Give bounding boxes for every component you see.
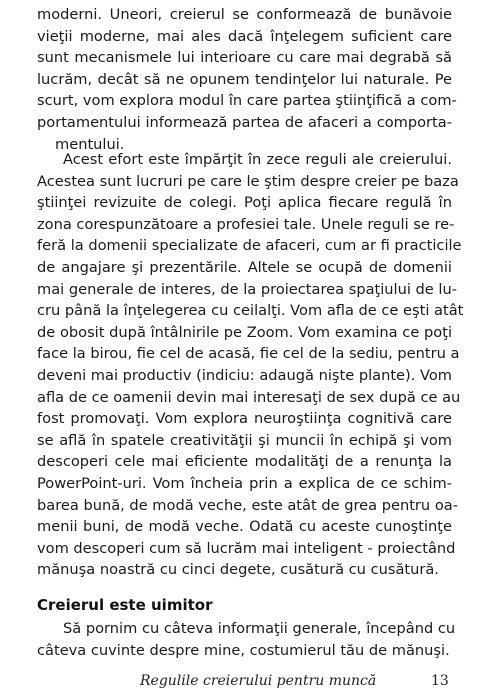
text-line: portamentului informează partea de afaceri a comporta- — [37, 113, 452, 131]
text-line: scurt, vom explora modul în care partea ştiinţifică a com- — [37, 92, 457, 110]
text-line: mănuşa noastră cu cinci degete, cusătură cu cusătură. — [37, 561, 439, 579]
text-line: feră la domenii specializate de afaceri, cum ar fi practicile — [37, 237, 462, 255]
page-number: 13 — [431, 673, 449, 689]
text-line: deveni mai productiv (indiciu: adaugă nişte plante). Vom — [37, 366, 452, 384]
text-line: sunt mecanismele lui interioare cu care mai degrabă să — [37, 49, 452, 67]
text-line: descoperi cele mai eficiente modalităţi de a renunţa la — [37, 453, 452, 471]
paragraph-ten-rules — [37, 149, 464, 581]
text-line: câteva cuvinte despre mine, costumierul tău de mănuşi. — [37, 641, 450, 659]
text-line: se află în spatele creativităţii şi muncii în echipă şi vom — [37, 431, 452, 449]
text-line: barea bună, de modă veche, este atât de grea pentru oa- — [37, 496, 458, 514]
text-line: ştiinţei revizuite de colegi. Poţi aplica fiecare regulă în — [37, 194, 452, 212]
text-line: PowerPoint-uri. Vom încheia prin a explica de ce schim- — [37, 474, 452, 492]
text-line: afla de ce oamenii devin mai interesaţi de sex după ce au — [37, 388, 461, 406]
text-line: fost promovaţi. Vom explora neuroştiinţa cognitivă care — [37, 410, 452, 428]
text-line: cru până la înţelegerea cu ceilalţi. Vom afla de ce eşti atât — [37, 302, 464, 320]
text-line: moderni. Uneori, creierul se conformează de bunăvoie — [37, 6, 452, 23]
text-line: zona corespunzătoare a profesiei tale. Unele reguli se re- — [37, 215, 455, 233]
paragraph-continued — [37, 4, 457, 155]
text-line: de obosit după întâlnirile pe Zoom. Vom examina ce poţi — [37, 323, 452, 341]
text-line: vom descoperi cum să lucrăm mai inteligent - proiectând — [37, 539, 456, 557]
text-line: vieţii moderne, mai ales dacă înţelegem suficient care — [37, 27, 452, 45]
text-line: lucrăm, decât să ne opunem tendinţelor lui naturale. Pe — [37, 70, 452, 88]
text-line: mentului. — [55, 135, 125, 153]
text-line: Acestea sunt lucruri pe care le ştim despre creier pe baza — [37, 172, 459, 190]
text-line: face la birou, fie cel de acasă, fie cel de la sediu, pentru a — [37, 345, 460, 363]
running-title: Regulile creierului pentru muncă — [140, 673, 377, 689]
section-heading: Creierul este uimitor — [37, 596, 213, 614]
text-line: mai generale de interes, de la proiectarea spaţiului de lu- — [37, 280, 457, 298]
text-line: menii buni, de modă veche. Odată cu aceste cunoştinţe — [37, 518, 452, 536]
text-line: de angajare şi prezentările. Altele se ocupă de domenii — [37, 258, 452, 276]
text-line: Să pornim cu câteva informaţii generale, începând cu — [63, 620, 456, 637]
paragraph-intro — [37, 618, 456, 661]
page-footer — [0, 673, 477, 693]
text-line: Acest efort este împărţit în zece reguli ale creierului. — [63, 151, 452, 168]
